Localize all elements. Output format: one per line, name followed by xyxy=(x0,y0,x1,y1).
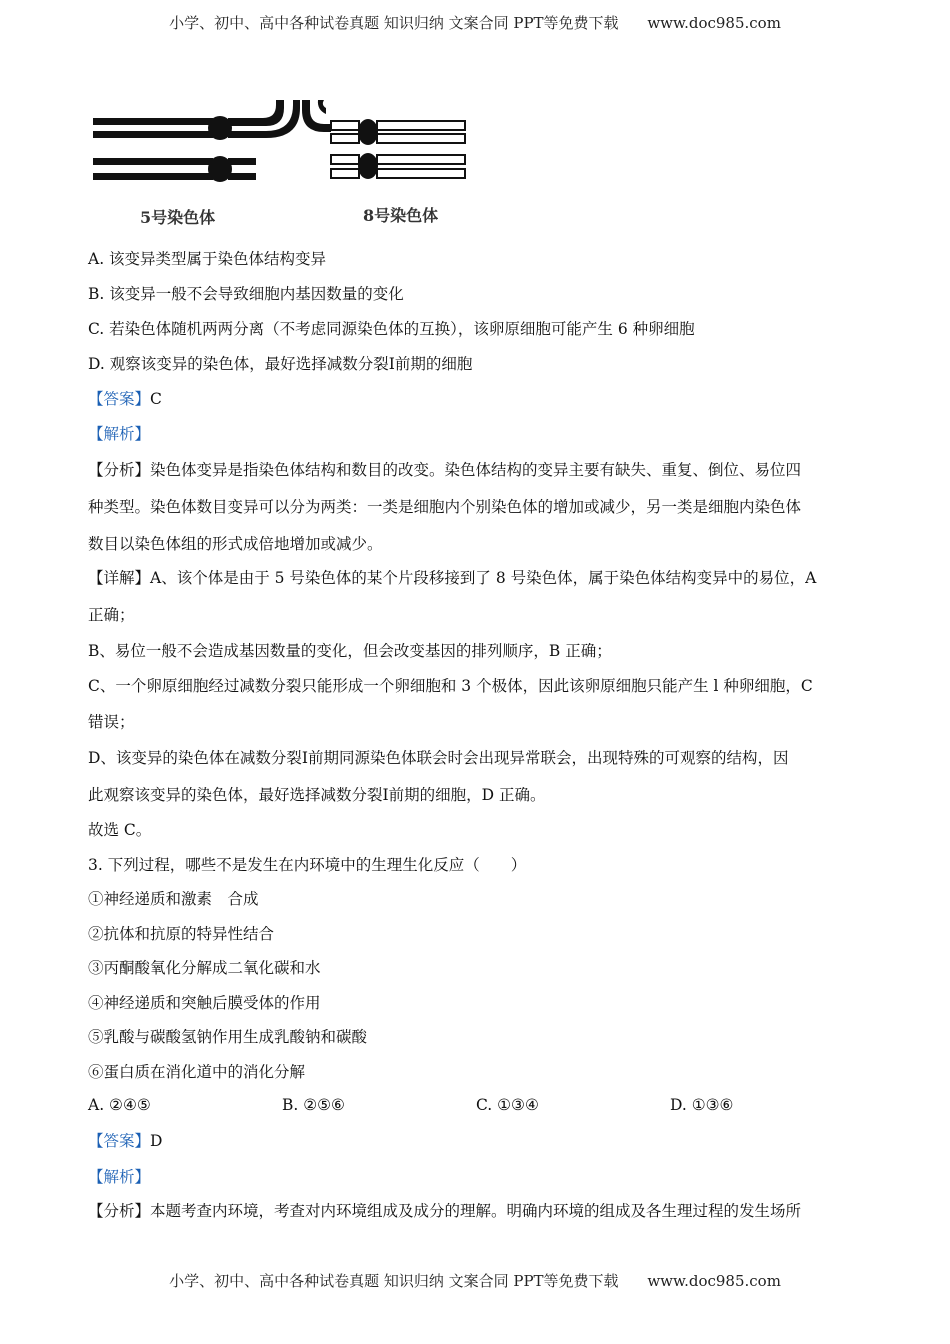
q2-option-a: A. 该变异类型属于染色体结构变异 xyxy=(88,250,327,268)
q2-answer xyxy=(88,389,868,409)
header-url[interactable]: www.doc985.com xyxy=(647,14,781,32)
answer-value: D xyxy=(150,1132,163,1150)
q2-xiangjie-line-3: B、易位一般不会造成基因数量的变化，但会改变基因的排列顺序，B 正确； xyxy=(88,642,612,660)
q3-fenxi xyxy=(88,1201,868,1221)
q2-xiangjie-line-1 xyxy=(88,568,868,588)
fenxi-tag: 【分析】 xyxy=(88,1202,151,1220)
q2-xiangjie-line-2: 正确； xyxy=(88,606,135,624)
q2-xiangjie-line-6: D、该变异的染色体在减数分裂Ⅰ前期同源染色体联会时会出现异常联会，出现特殊的可观察的结构，因 xyxy=(88,749,789,767)
q2-option-d: D. 观察该变异的染色体，最好选择减数分裂Ⅰ前期的细胞 xyxy=(88,355,473,373)
q2-option-c: C. 若染色体随机两两分离（不考虑同源染色体的互换），该卵原细胞可能产生 6 种卵细胞 xyxy=(88,320,695,338)
q3-item-4: ④神经递质和突触后膜受体的作用 xyxy=(88,994,321,1012)
q2-xiangjie-line-5: 错误； xyxy=(88,713,135,731)
q2-xiangjie-line-4: C、一个卵原细胞经过减数分裂只能形成一个卵细胞和 3 个极体，因此该卵原细胞只能产生 l 种卵细胞，C xyxy=(88,677,813,695)
caption-chromosome-8: 8号染色体 xyxy=(363,206,439,225)
q2-xiangjie-line-7: 此观察该变异的染色体，最好选择减数分裂Ⅰ前期的细胞，D 正确。 xyxy=(88,786,546,804)
q3-option-a: A. ②④⑤ xyxy=(88,1096,151,1114)
q3-item-1: ①神经递质和激素 合成 xyxy=(88,890,259,908)
answer-tag: 【答案】 xyxy=(88,390,151,408)
footer-url[interactable]: www.doc985.com xyxy=(647,1272,781,1290)
q3-option-c: C. ①③④ xyxy=(476,1096,539,1114)
q3-item-3: ③丙酮酸氧化分解成二氧化碳和水 xyxy=(88,959,321,977)
footer-text: 小学、初中、高中各种试卷真题 知识归纳 文案合同 PPT等免费下载 xyxy=(169,1272,619,1290)
q3-analysis-heading xyxy=(88,1167,868,1187)
q3-option-d: D. ①③⑥ xyxy=(670,1096,734,1114)
q3-option-b: B. ②⑤⑥ xyxy=(282,1096,345,1114)
fenxi-text: 本题考查内环境，考查对内环境组成及成分的理解。明确内环境的组成及各生理过程的发生场所 xyxy=(150,1202,802,1220)
caption-chromosome-5: 5号染色体 xyxy=(140,208,216,227)
q2-fenxi-line-1 xyxy=(88,460,868,480)
analysis-tag: 【解析】 xyxy=(88,425,151,443)
q2-conclusion: 故选 C。 xyxy=(88,821,152,839)
q2-analysis-heading xyxy=(88,424,868,444)
xiangjie-text: A、该个体是由于 5 号染色体的某个片段移接到了 8 号染色体，属于染色体结构变异中的易位，A xyxy=(150,569,817,587)
header-text: 小学、初中、高中各种试卷真题 知识归纳 文案合同 PPT等免费下载 xyxy=(169,14,619,32)
xiangjie-tag: 【详解】 xyxy=(88,569,151,587)
q3-answer xyxy=(88,1131,868,1151)
q3-item-6: ⑥蛋白质在消化道中的消化分解 xyxy=(88,1063,306,1081)
chromosome-8 xyxy=(302,100,465,179)
fenxi-text: 染色体变异是指染色体结构和数目的改变。染色体结构的变异主要有缺失、重复、倒位、易位四 xyxy=(150,461,802,479)
q2-option-b: B. 该变异一般不会导致细胞内基因数量的变化 xyxy=(88,285,404,303)
page-header xyxy=(0,12,950,33)
fenxi-tag: 【分析】 xyxy=(88,461,151,479)
q3-item-2: ②抗体和抗原的特异性结合 xyxy=(88,925,275,943)
answer-value: C xyxy=(150,390,162,408)
analysis-tag: 【解析】 xyxy=(88,1168,151,1186)
page-footer xyxy=(0,1270,950,1291)
q2-fenxi-line-3: 数目以染色体组的形式成倍地增加或减少。 xyxy=(88,535,383,553)
chromosome-5 xyxy=(93,100,300,182)
q3-item-5: ⑤乳酸与碳酸氢钠作用生成乳酸钠和碳酸 xyxy=(88,1028,368,1046)
answer-tag: 【答案】 xyxy=(88,1132,151,1150)
q2-fenxi-line-2: 种类型。染色体数目变异可以分为两类：一类是细胞内个别染色体的增加或减少，另一类是细胞内染色体 xyxy=(88,498,802,516)
q3-stem: 3. 下列过程，哪些不是发生在内环境中的生理生化反应（ ） xyxy=(88,856,527,874)
chromosome-figure xyxy=(88,100,478,230)
